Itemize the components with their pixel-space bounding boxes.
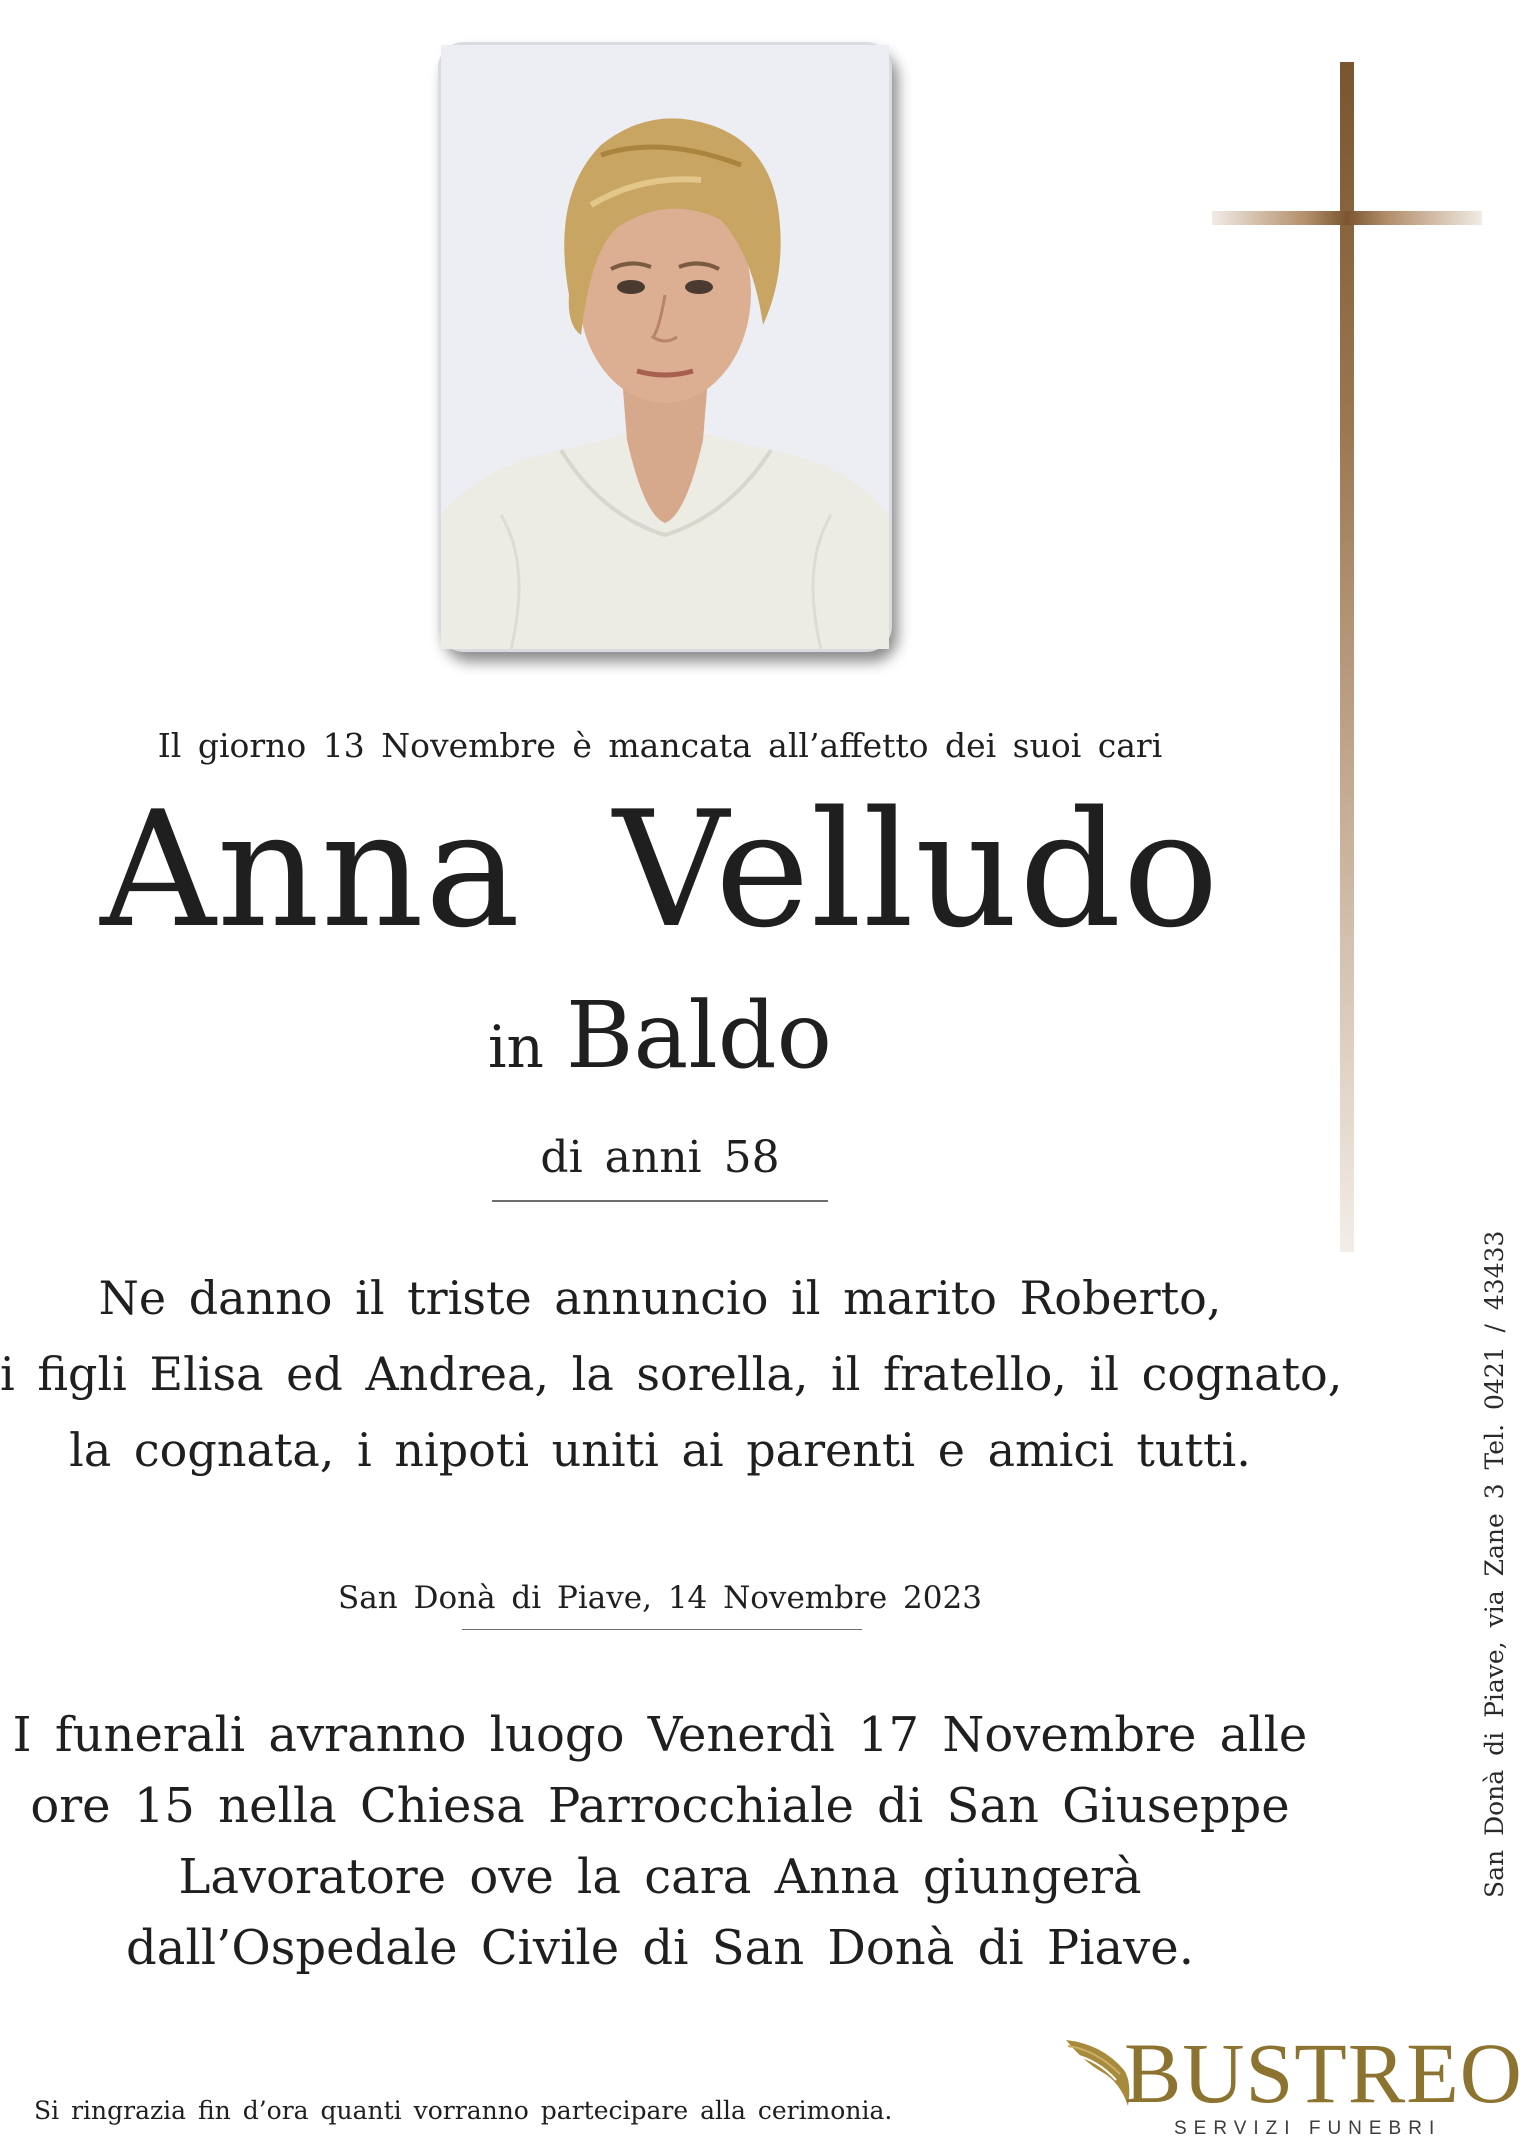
agency-name: BUSTREO xyxy=(1124,2025,1523,2121)
cross-vertical-bar xyxy=(1340,62,1354,1252)
married-name: Baldo xyxy=(565,982,833,1089)
announcement xyxy=(0,1260,1343,1488)
funeral-line: dall’Ospedale Civile di San Donà di Piave. xyxy=(126,1920,1194,1976)
thanks-text: Si ringrazia fin d’ora quanti vorranno partecipare alla cerimonia. xyxy=(34,2096,893,2125)
announcement-line: i figli Elisa ed Andrea, la sorella, il fratello, il cognato, xyxy=(0,1347,1343,1401)
agency-subtitle: SERVIZI FUNEBRI xyxy=(1174,2118,1442,2139)
age-text: di anni 58 xyxy=(540,1132,780,1183)
place-date: San Donà di Piave, 14 Novembre 2023 xyxy=(338,1580,982,1616)
portrait-photo xyxy=(438,42,892,652)
announcement-line: Ne danno il triste annuncio il marito Roberto, xyxy=(98,1271,1222,1325)
married-name-line xyxy=(0,982,1320,1089)
announcement-line: la cognata, i nipoti uniti ai parenti e amici tutti. xyxy=(69,1423,1251,1477)
agency-logo xyxy=(1062,2025,1523,2142)
place-date-divider xyxy=(462,1629,862,1630)
agency-contact: San Donà di Piave, via Zane 3 Tel. 0421 / 43433 xyxy=(1480,1230,1509,1898)
funeral-line: Lavoratore ove la cara Anna giungerà xyxy=(178,1849,1142,1905)
funeral-line: ore 15 nella Chiesa Parrocchiale di San Giuseppe xyxy=(30,1778,1290,1834)
deceased-name: Anna Velludo xyxy=(100,776,1220,963)
funeral-line: I funerali avranno luogo Venerdì 17 Novembre alle xyxy=(12,1707,1308,1763)
intro-text: Il giorno 13 Novembre è mancata all’affetto dei suoi cari xyxy=(157,726,1163,765)
funeral-details xyxy=(0,1700,1320,1984)
married-prefix: in xyxy=(487,1013,544,1081)
cross-horizontal-bar xyxy=(1212,211,1482,225)
age-divider xyxy=(492,1200,828,1202)
portrait-image xyxy=(441,45,889,649)
